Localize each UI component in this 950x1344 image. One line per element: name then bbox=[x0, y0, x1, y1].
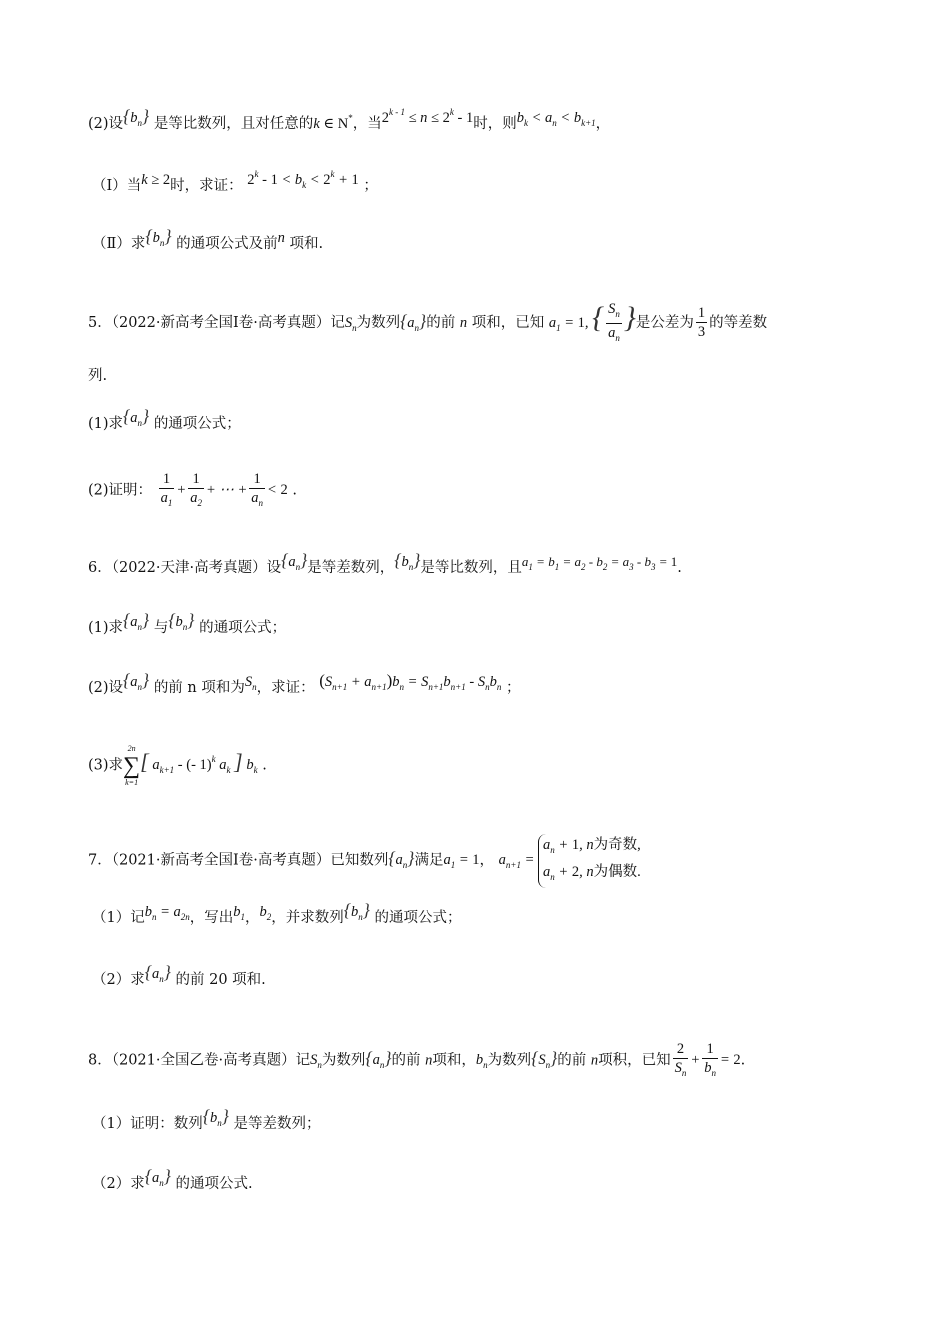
q8-stem: 8．（2021·全国乙卷·高考真题）记$S_n$为数列$\{a_n\}$的前 n项和，$b_n$为数列$\{S_n\}$的前 n项积，已知 $\frac{2}{S_n}$ + $\frac{1}{b_n}$ = 2. bbox=[88, 1041, 746, 1078]
formula-Sn-seq: $\{S_n\}$ bbox=[531, 1048, 558, 1071]
q5-stem-cont: 列. bbox=[88, 368, 108, 384]
formula-condition: $\frac{2}{S_n}$ + $\frac{1}{b_n}$ = 2 bbox=[674, 1041, 741, 1078]
formula-an-seq: $\{a_n\}$ bbox=[365, 1048, 392, 1071]
q6-part2: (2)设$\{a_n\}$ 的前 n 项和为$S_n$，求证： $(S_{n+1} + a_{n+1})b_n = S_{n+1}b_{n+1} - S_nb_n$ ； bbox=[88, 670, 521, 696]
formula-Sn: $S_n$ bbox=[244, 674, 257, 692]
formula-identity: $(S_{n+1} + a_{n+1})b_n = S_{n+1}b_{n+1} - S_nb_n$ bbox=[319, 671, 502, 692]
formula-range: $2^{k - 1} \le n \le 2^k - 1$ bbox=[381, 107, 474, 126]
formula-bn: $b_n$ bbox=[475, 1052, 488, 1071]
q4-part2-i: （Ⅰ）当k ≥ 2时，求证： $2^k - 1 < b_k < 2^k + 1$ ； bbox=[92, 169, 378, 194]
formula-an-seq: $\{a_n\}$ bbox=[400, 310, 427, 333]
formula-k-ge-2: k ≥ 2 bbox=[141, 172, 171, 188]
formula-b2: $b_2$ bbox=[259, 904, 272, 922]
q7-part2: （2）求$\{a_n\}$ 的前 20 项和. bbox=[92, 962, 266, 988]
formula-an-seq: $\{a_n\}$ bbox=[123, 670, 150, 692]
formula-a1: $a_1 = 1$ bbox=[443, 852, 480, 871]
formula-bn-seq: $\{b_n\}$ bbox=[168, 610, 195, 632]
formula-an-seq: $\{a_n\}$ bbox=[281, 550, 308, 572]
q5-part1: (1)求$\{a_n\}$ 的通项公式； bbox=[88, 406, 241, 432]
formula-Sn: $S_n$ bbox=[344, 314, 357, 333]
q4-part2: (2)设$\{b_n\}$ 是等比数列，且对任意的k ∈ N*，当$2^{k - 1} \le n \le 2^k - 1$时，则$b_k < a_n < b_{k+1}$， bbox=[88, 106, 611, 132]
q7-part1: （1）记$b_n = a_{2n}$，写出$b_1$，$b_2$，并求数列$\{b_n\}$ 的通项公式； bbox=[92, 900, 462, 926]
formula-recurrence: $a_{n+1}$ = $a_n + 1$, n为奇数, $a_n + 2$, n为偶数. bbox=[499, 852, 641, 868]
q8-part1: （1）证明：数列$\{b_n\}$ 是等差数列； bbox=[92, 1106, 321, 1132]
formula-bn-def: $b_n = a_{2n}$ bbox=[144, 904, 190, 922]
formula-reciprocal-sum: $\frac{1}{a_1}$ + $\frac{1}{a_2}$ + ⋯ + $\frac{1}{a_n}$ < 2 bbox=[160, 471, 288, 508]
q7-stem: 7．（2021·新高考全国Ⅰ卷·高考真题）已知数列$\{a_n\}$满足$a_1 = 1$， $a_{n+1}$ = $a_n + 1$, n为奇数, $a_n + 2$, n为偶数. bbox=[88, 834, 641, 888]
formula-sum: 2n ∑ k=1 [ $a_{k+1}$ - (- 1)$^k$ $a_k$ ] $b_k$ bbox=[123, 744, 258, 787]
formula-bn-seq: $\{b_n\}$ bbox=[202, 1106, 229, 1128]
formula-k-in-N: k bbox=[313, 116, 320, 132]
formula-a1-ratio: $a_1 = 1$, { $\frac{S_n}{a_n}$ } bbox=[548, 300, 636, 343]
formula-an-seq: $\{a_n\}$ bbox=[123, 406, 150, 428]
formula-an-seq: $\{a_n\}$ bbox=[144, 1166, 171, 1188]
formula-bn-seq: $\{b_n\}$ bbox=[394, 550, 421, 572]
formula-an-seq: $\{a_n\}$ bbox=[123, 610, 150, 632]
formula-Sn: $S_n$ bbox=[310, 1052, 322, 1071]
q6-part1: (1)求$\{a_n\}$ 与$\{b_n\}$ 的通项公式； bbox=[88, 610, 287, 636]
formula-ineq: $b_k < a_n < b_{k+1}$ bbox=[516, 110, 596, 128]
q6-stem: 6．（2022·天津·高考真题）设$\{a_n\}$是等差数列，$\{b_n\}$是等比数列，且$a_1 = b_1 = a_2 - b_2 = a_3 - b_3 = 1$. bbox=[88, 550, 682, 576]
formula-bn-seq: $\{b_n\}$ bbox=[343, 900, 370, 922]
q6-part3: (3)求 2n ∑ k=1 [ $a_{k+1}$ - (- 1)$^k$ $a_k$ ] $b_k$ . bbox=[88, 744, 267, 787]
formula-bn-seq: $\{b_n\}$ bbox=[123, 106, 150, 128]
formula-n: n bbox=[425, 1052, 433, 1069]
q4-part2-ii: （Ⅱ）求$\{b_n\}$ 的通项公式及前n 项和. bbox=[92, 226, 324, 252]
formula-bn-seq: $\{b_n\}$ bbox=[145, 226, 172, 248]
formula-b1: $b_1$ bbox=[233, 904, 246, 922]
q5-stem: 5．（2022·新高考全国Ⅰ卷·高考真题）记$S_n$为数列$\{a_n\}$的前 n 项和，已知 $a_1 = 1$, { $\frac{S_n}{a_n}$ }是公差为 $\frac{1}{3}$ 的等差数 bbox=[88, 300, 768, 343]
q5-part2: (2)证明： $\frac{1}{a_1}$ + $\frac{1}{a_2}$ + ⋯ + $\frac{1}{a_n}$ < 2 . bbox=[88, 471, 297, 508]
formula-n: n bbox=[277, 230, 285, 246]
formula-bound: $2^k - 1 < b_k < 2^k + 1$ bbox=[247, 169, 359, 190]
formula-an-seq: $\{a_n\}$ bbox=[144, 962, 171, 984]
formula-an-seq: $\{a_n\}$ bbox=[388, 848, 415, 871]
formula-one-third: $\frac{1}{3}$ bbox=[697, 305, 706, 341]
formula-initial: $a_1 = b_1 = a_2 - b_2 = a_3 - b_3 = 1$ bbox=[521, 554, 678, 572]
formula-n: n bbox=[590, 1052, 599, 1069]
q8-part2: （2）求$\{a_n\}$ 的通项公式. bbox=[92, 1166, 253, 1192]
